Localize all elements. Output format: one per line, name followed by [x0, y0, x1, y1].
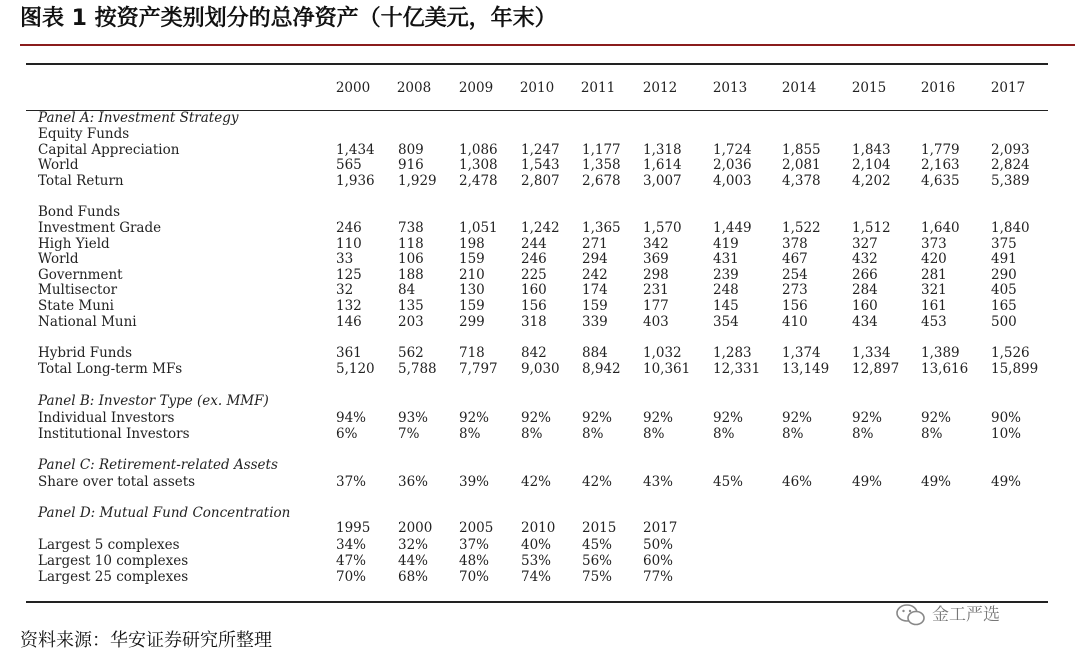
- table-cell: 1,840: [991, 220, 1030, 236]
- concentration-cell: 56%: [582, 553, 613, 569]
- table-cell: 106: [398, 251, 424, 267]
- table-cell: 174: [582, 282, 608, 298]
- table-cell: 290: [991, 267, 1017, 283]
- table-cell: 84: [398, 282, 416, 298]
- table-cell: 5,788: [398, 361, 437, 377]
- table-cell: 43%: [643, 474, 674, 490]
- table-cell: 125: [336, 267, 362, 283]
- year-header-cell: 2012: [642, 80, 678, 96]
- table-cell: 318: [521, 314, 547, 330]
- table-cell: 42%: [521, 474, 552, 490]
- table-cell: 1,449: [713, 220, 752, 236]
- row-label: Capital Appreciation: [38, 142, 180, 158]
- table-cell: 159: [582, 298, 608, 314]
- table-cell: 342: [643, 236, 669, 252]
- table-cell: 562: [398, 345, 424, 361]
- concentration-cell: 77%: [643, 569, 674, 585]
- table-cell: 8%: [921, 426, 943, 442]
- table-cell: 1,936: [336, 173, 375, 189]
- table-cell: 1,614: [643, 157, 682, 173]
- table-cell: 1,855: [782, 142, 821, 158]
- table-cell: 1,247: [521, 142, 560, 158]
- table-cell: 281: [921, 267, 947, 283]
- concentration-year-cell: 2010: [521, 520, 556, 536]
- table-cell: 1,724: [713, 142, 752, 158]
- row-label: World: [38, 251, 79, 267]
- table-cell: 156: [521, 298, 547, 314]
- concentration-cell: 37%: [459, 537, 490, 553]
- table-cell: 339: [582, 314, 608, 330]
- panel-a-heading: Panel A: Investment Strategy: [38, 110, 239, 126]
- panel-d-heading: Panel D: Mutual Fund Concentration: [38, 505, 291, 521]
- table-cell: 2,478: [459, 173, 498, 189]
- table-cell: 1,389: [921, 345, 960, 361]
- table-cell: 467: [782, 251, 808, 267]
- concentration-cell: 74%: [521, 569, 552, 585]
- table-cell: 2,036: [713, 157, 752, 173]
- table-cell: 420: [921, 251, 947, 267]
- table-cell: 7%: [398, 426, 420, 442]
- table-cell: 8%: [782, 426, 804, 442]
- table-cell: 7,797: [459, 361, 498, 377]
- table-cell: 225: [521, 267, 547, 283]
- table-cell: 8%: [713, 426, 735, 442]
- year-header-cell: 2014: [781, 80, 817, 96]
- table-cell: 203: [398, 314, 424, 330]
- year-header-cell: 2017: [990, 80, 1026, 96]
- concentration-row-label: Largest 10 complexes: [38, 553, 189, 569]
- watermark: [896, 600, 1000, 630]
- table-cell: 159: [459, 298, 485, 314]
- table-cell: 1,779: [921, 142, 960, 158]
- concentration-cell: 34%: [336, 537, 367, 553]
- table-cell: 94%: [336, 410, 367, 426]
- table-cell: 4,003: [713, 173, 752, 189]
- table-cell: 46%: [782, 474, 813, 490]
- table-cell: 271: [582, 236, 608, 252]
- year-header-cell: 2013: [712, 80, 748, 96]
- table-cell: 500: [991, 314, 1017, 330]
- table-cell: 373: [921, 236, 947, 252]
- table-cell: 8,942: [582, 361, 621, 377]
- table-top-rule: [26, 63, 1048, 65]
- table-cell: 294: [582, 251, 608, 267]
- title-divider: [20, 44, 1075, 46]
- table-cell: 434: [852, 314, 878, 330]
- table-cell: 842: [521, 345, 547, 361]
- concentration-cell: 60%: [643, 553, 674, 569]
- table-cell: 1,929: [398, 173, 437, 189]
- concentration-cell: 32%: [398, 537, 429, 553]
- table-cell: 1,640: [921, 220, 960, 236]
- table-cell: 2,081: [782, 157, 821, 173]
- concentration-cell: 75%: [582, 569, 613, 585]
- concentration-cell: 45%: [582, 537, 613, 553]
- table-cell: 254: [782, 267, 808, 283]
- table-cell: 378: [782, 236, 808, 252]
- year-header-cell: 2016: [920, 80, 956, 96]
- table-cell: 9,030: [521, 361, 560, 377]
- table-cell: 90%: [991, 410, 1022, 426]
- table-cell: 1,526: [991, 345, 1030, 361]
- row-label: Government: [38, 267, 123, 283]
- table-cell: 432: [852, 251, 878, 267]
- concentration-cell: 68%: [398, 569, 429, 585]
- year-header-cell: 2015: [851, 80, 887, 96]
- table-cell: 1,358: [582, 157, 621, 173]
- concentration-cell: 53%: [521, 553, 552, 569]
- table-cell: 419: [713, 236, 739, 252]
- row-label: Share over total assets: [38, 474, 196, 490]
- table-cell: 248: [713, 282, 739, 298]
- group-bond-funds: Bond Funds: [38, 204, 121, 220]
- table-cell: 92%: [852, 410, 883, 426]
- year-header-cell: 2009: [458, 80, 494, 96]
- table-cell: 159: [459, 251, 485, 267]
- table-cell: 160: [521, 282, 547, 298]
- table-cell: 3,007: [643, 173, 682, 189]
- table-cell: 298: [643, 267, 669, 283]
- table-cell: 33: [336, 251, 354, 267]
- table-cell: 45%: [713, 474, 744, 490]
- table-cell: 8%: [459, 426, 481, 442]
- table-cell: 491: [991, 251, 1017, 267]
- concentration-year-cell: 1995: [336, 520, 371, 536]
- table-cell: 6%: [336, 426, 358, 442]
- table-cell: 284: [852, 282, 878, 298]
- table-cell: 49%: [921, 474, 952, 490]
- table-cell: 1,318: [643, 142, 682, 158]
- table-cell: 1,032: [643, 345, 682, 361]
- table-cell: 1,177: [582, 142, 621, 158]
- table-cell: 4,202: [852, 173, 891, 189]
- concentration-year-cell: 2000: [398, 520, 433, 536]
- table-cell: 375: [991, 236, 1017, 252]
- table-cell: 8%: [521, 426, 543, 442]
- table-bottom-rule: [26, 601, 1048, 603]
- table-cell: 160: [852, 298, 878, 314]
- table-cell: 32: [336, 282, 354, 298]
- table-cell: 1,570: [643, 220, 682, 236]
- row-label: Investment Grade: [38, 220, 162, 236]
- table-cell: 1,543: [521, 157, 560, 173]
- table-cell: 453: [921, 314, 947, 330]
- table-cell: 299: [459, 314, 485, 330]
- table-cell: 49%: [852, 474, 883, 490]
- table-cell: 718: [459, 345, 485, 361]
- table-cell: 188: [398, 267, 424, 283]
- table-cell: 244: [521, 236, 547, 252]
- row-label: Total Long-term MFs: [38, 361, 183, 377]
- table-cell: 198: [459, 236, 485, 252]
- table-cell: 1,283: [713, 345, 752, 361]
- table-cell: 42%: [582, 474, 613, 490]
- table-cell: 10%: [991, 426, 1022, 442]
- table-cell: 110: [336, 236, 362, 252]
- table-cell: 92%: [921, 410, 952, 426]
- table-cell: 403: [643, 314, 669, 330]
- table-cell: 246: [336, 220, 362, 236]
- table-cell: 1,334: [852, 345, 891, 361]
- table-cell: 354: [713, 314, 739, 330]
- table-cell: 2,104: [852, 157, 891, 173]
- row-label: High Yield: [38, 236, 110, 252]
- table-cell: 327: [852, 236, 878, 252]
- table-cell: 8%: [582, 426, 604, 442]
- source-note: 资料来源：华安证券研究所整理: [20, 630, 272, 651]
- table-cell: 431: [713, 251, 739, 267]
- group-equity-funds: Equity Funds: [38, 126, 130, 142]
- table-cell: 2,807: [521, 173, 560, 189]
- table-cell: 161: [921, 298, 947, 314]
- table-cell: 39%: [459, 474, 490, 490]
- row-label: Individual Investors: [38, 410, 175, 426]
- table-cell: 13,149: [782, 361, 830, 377]
- row-label: National Muni: [38, 314, 137, 330]
- table-cell: 49%: [991, 474, 1022, 490]
- table-cell: 231: [643, 282, 669, 298]
- table-cell: 4,378: [782, 173, 821, 189]
- panel-c-heading: Panel C: Retirement-related Assets: [38, 457, 278, 473]
- row-label: Institutional Investors: [38, 426, 190, 442]
- table-cell: 242: [582, 267, 608, 283]
- row-label: World: [38, 157, 79, 173]
- table-cell: 36%: [398, 474, 429, 490]
- concentration-cell: 48%: [459, 553, 490, 569]
- table-cell: 92%: [459, 410, 490, 426]
- table-cell: 1,308: [459, 157, 498, 173]
- concentration-year-cell: 2015: [582, 520, 617, 536]
- concentration-cell: 50%: [643, 537, 674, 553]
- year-header-cell: 2011: [580, 80, 616, 96]
- table-cell: 145: [713, 298, 739, 314]
- table-cell: 273: [782, 282, 808, 298]
- table-cell: 37%: [336, 474, 367, 490]
- concentration-cell: 40%: [521, 537, 552, 553]
- concentration-cell: 70%: [336, 569, 367, 585]
- table-cell: 118: [398, 236, 424, 252]
- table-cell: 210: [459, 267, 485, 283]
- watermark-text: 金工严选: [932, 605, 1000, 625]
- table-cell: 1,051: [459, 220, 498, 236]
- table-cell: 135: [398, 298, 424, 314]
- table-cell: 916: [398, 157, 424, 173]
- table-cell: 156: [782, 298, 808, 314]
- row-label: Multisector: [38, 282, 118, 298]
- table-cell: 4,635: [921, 173, 960, 189]
- table-cell: 5,120: [336, 361, 375, 377]
- table-cell: 1,086: [459, 142, 498, 158]
- table-cell: 130: [459, 282, 485, 298]
- table-cell: 8%: [852, 426, 874, 442]
- table-cell: 92%: [713, 410, 744, 426]
- table-cell: 8%: [643, 426, 665, 442]
- year-header-cell: 2000: [335, 80, 371, 96]
- concentration-cell: 44%: [398, 553, 429, 569]
- table-cell: 1,512: [852, 220, 891, 236]
- table-cell: 1,374: [782, 345, 821, 361]
- table-cell: 246: [521, 251, 547, 267]
- table-cell: 2,093: [991, 142, 1030, 158]
- table-cell: 1,843: [852, 142, 891, 158]
- table-cell: 92%: [782, 410, 813, 426]
- row-label: Hybrid Funds: [38, 345, 133, 361]
- year-header-cell: 2010: [519, 80, 555, 96]
- table-cell: 1,522: [782, 220, 821, 236]
- table-cell: 177: [643, 298, 669, 314]
- concentration-row-label: Largest 5 complexes: [38, 537, 180, 553]
- table-cell: 12,897: [852, 361, 900, 377]
- table-cell: 93%: [398, 410, 429, 426]
- concentration-year-cell: 2005: [459, 520, 494, 536]
- table-cell: 1,365: [582, 220, 621, 236]
- table-cell: 132: [336, 298, 362, 314]
- table-cell: 321: [921, 282, 947, 298]
- table-cell: 809: [398, 142, 424, 158]
- concentration-year-cell: 2017: [643, 520, 678, 536]
- concentration-cell: 70%: [459, 569, 490, 585]
- table-cell: 405: [991, 282, 1017, 298]
- table-cell: 13,616: [921, 361, 969, 377]
- table-cell: 165: [991, 298, 1017, 314]
- table-cell: 5,389: [991, 173, 1030, 189]
- wechat-icon: [896, 603, 926, 627]
- table-cell: 92%: [643, 410, 674, 426]
- table-cell: 92%: [521, 410, 552, 426]
- table-cell: 1,242: [521, 220, 560, 236]
- concentration-cell: 47%: [336, 553, 367, 569]
- table-cell: 92%: [582, 410, 613, 426]
- table-cell: 239: [713, 267, 739, 283]
- table-cell: 2,824: [991, 157, 1030, 173]
- table-cell: 2,678: [582, 173, 621, 189]
- row-label: Total Return: [38, 173, 124, 189]
- table-cell: 266: [852, 267, 878, 283]
- table-cell: 369: [643, 251, 669, 267]
- concentration-row-label: Largest 25 complexes: [38, 569, 189, 585]
- table-cell: 410: [782, 314, 808, 330]
- table-cell: 738: [398, 220, 424, 236]
- year-header-cell: 2008: [396, 80, 432, 96]
- table-cell: 12,331: [713, 361, 761, 377]
- table-cell: 1,434: [336, 142, 375, 158]
- table-cell: 10,361: [643, 361, 691, 377]
- table-cell: 2,163: [921, 157, 960, 173]
- panel-b-heading: Panel B: Investor Type (ex. MMF): [38, 393, 269, 409]
- table-cell: 15,899: [991, 361, 1039, 377]
- table-cell: 146: [336, 314, 362, 330]
- table-cell: 361: [336, 345, 362, 361]
- table-cell: 565: [336, 157, 362, 173]
- figure-title: 图表 1 按资产类别划分的总净资产（十亿美元，年末）: [20, 6, 557, 31]
- table-cell: 884: [582, 345, 608, 361]
- row-label: State Muni: [38, 298, 114, 314]
